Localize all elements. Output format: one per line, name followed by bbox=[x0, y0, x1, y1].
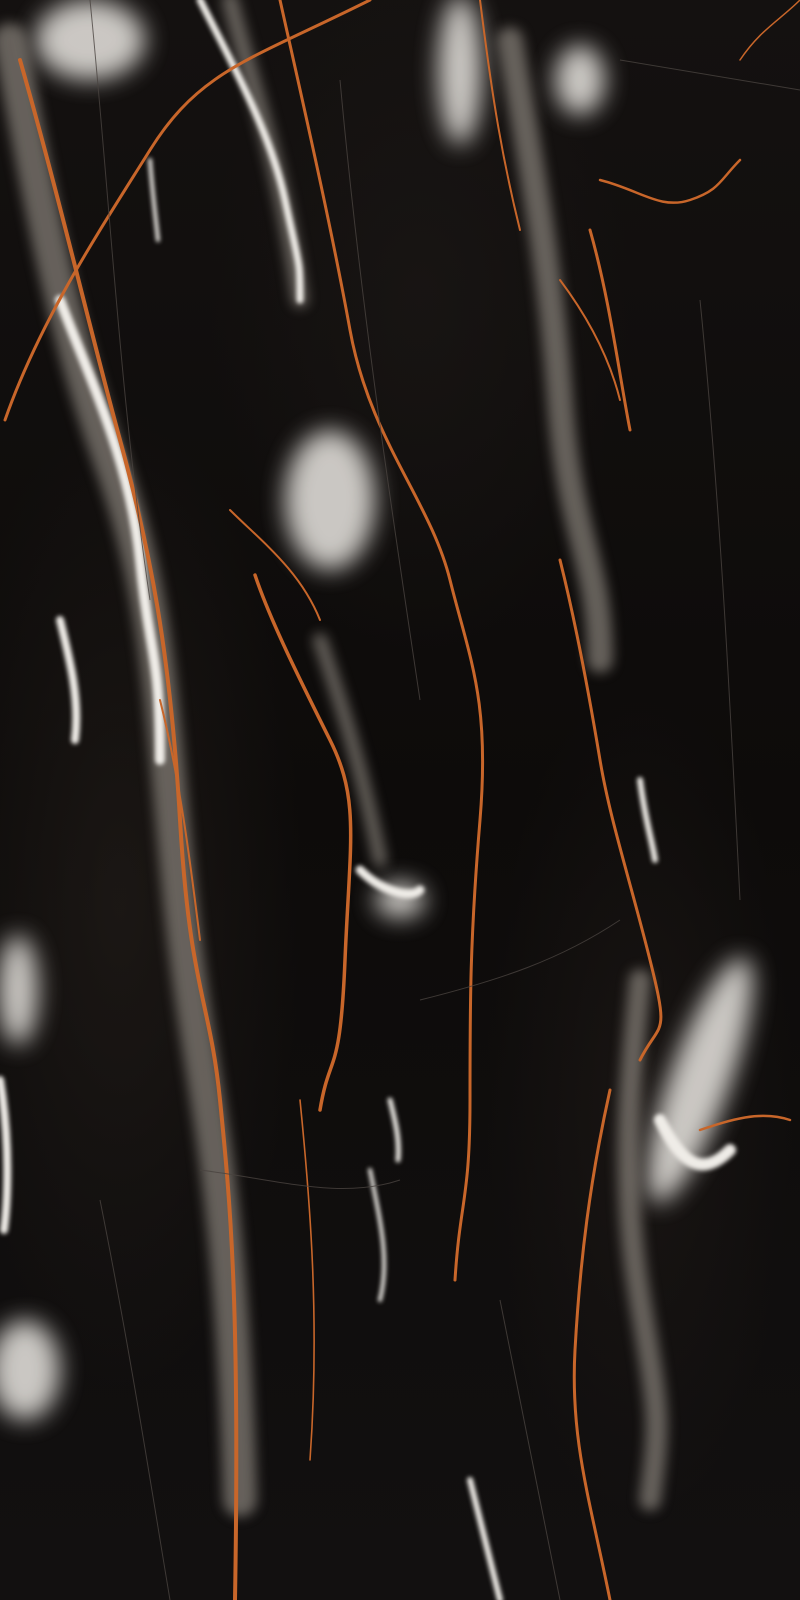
orange-veins bbox=[5, 0, 800, 1600]
hairline-fractures bbox=[90, 0, 800, 1600]
